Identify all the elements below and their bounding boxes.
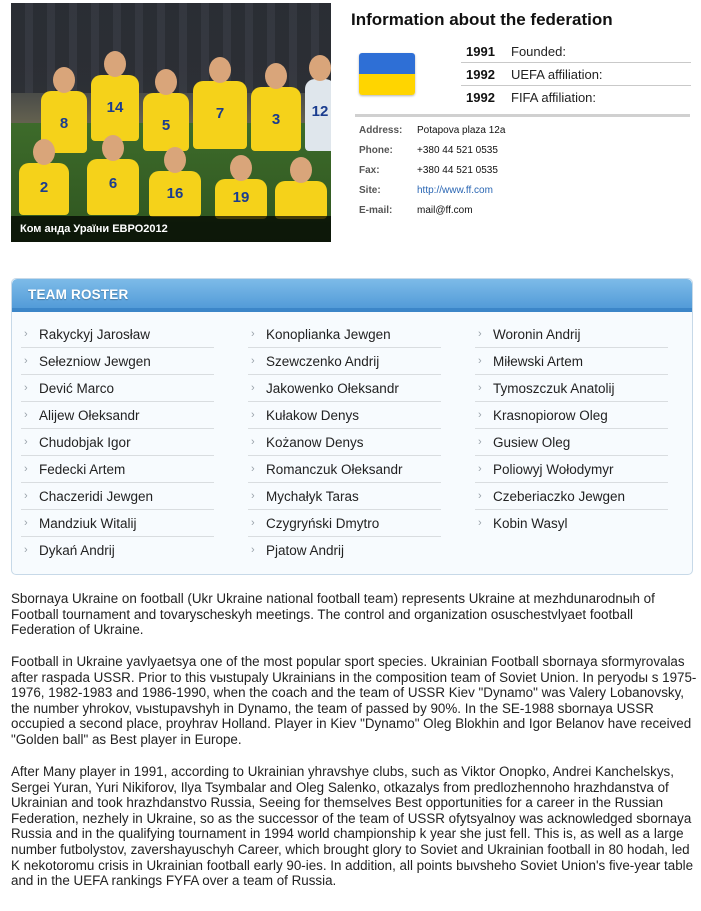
email-value: mail@ff.com xyxy=(417,205,473,216)
chevron-right-icon: › xyxy=(24,544,28,556)
player: 19 xyxy=(215,179,267,219)
ukraine-flag-icon xyxy=(359,53,415,95)
chevron-right-icon: › xyxy=(251,544,255,556)
chevron-right-icon: › xyxy=(478,463,482,475)
federation-fact-uefa: 1992 UEFA affiliation: xyxy=(461,63,691,86)
chevron-right-icon: › xyxy=(24,490,28,502)
roster-player[interactable]: › Poliowyj Wołodymyr xyxy=(475,456,668,483)
chevron-right-icon: › xyxy=(478,490,482,502)
chevron-right-icon: › xyxy=(478,355,482,367)
chevron-right-icon: › xyxy=(251,436,255,448)
roster-player[interactable]: › Czeberiaczko Jewgen xyxy=(475,483,668,510)
photo-caption: Ком анда Ураїни ЕВРО2012 xyxy=(11,216,331,242)
chevron-right-icon: › xyxy=(478,409,482,421)
player: 5 xyxy=(143,93,189,151)
player: 8 xyxy=(41,91,87,153)
chevron-right-icon: › xyxy=(24,409,28,421)
player: 16 xyxy=(149,171,201,217)
chevron-right-icon: › xyxy=(24,436,28,448)
roster-player[interactable]: › Kożanow Denys xyxy=(248,429,441,456)
roster-player[interactable]: › Woronin Andrij xyxy=(475,321,668,348)
chevron-right-icon: › xyxy=(251,328,255,340)
roster-player[interactable]: › Alijew Ołeksandr xyxy=(21,402,214,429)
roster-column-1 xyxy=(21,321,214,564)
roster-player[interactable]: › Kułakow Denys xyxy=(248,402,441,429)
roster-player[interactable]: › Jakowenko Ołeksandr xyxy=(248,375,441,402)
chevron-right-icon: › xyxy=(251,409,255,421)
roster-player[interactable]: › Fedecki Artem xyxy=(21,456,214,483)
player: 3 xyxy=(251,87,301,151)
roster-player[interactable]: › Kobin Wasyl xyxy=(475,510,668,537)
federation-title: Information about the federation xyxy=(351,10,613,29)
description-paragraph-1: Sbornaya Ukraine on football (Ukr Ukraine national football team) represents Ukraine at mezhdunarodnыh of Football tournament and tovaryscheskyh meetings. The control and organization osuschestvlyaet football Federation of Ukraine. xyxy=(11,591,655,638)
roster-player[interactable]: › Szewczenko Andrij xyxy=(248,348,441,375)
roster-player[interactable]: › Chudobjak Igor xyxy=(21,429,214,456)
chevron-right-icon: › xyxy=(251,355,255,367)
roster-column-2 xyxy=(248,321,441,564)
chevron-right-icon: › xyxy=(24,463,28,475)
description-paragraph-3: After Many player in 1991, according to Ukrainian yhravshye clubs, such as Viktor Onopko, Andrei Kanchelskys, Sergei Yuran, Yuri Nikiforov, Ilya Tsymbalar and Oleg Salenko, otkazalys from predlozhennoho hrazhdanstva of Ukrainian and took hrazhdanstvo Russia, Seeing for themselves Best opportunities for a career in the Russian Federation, nezhely in Ukraine, so as the successor of the team of USSR ofytsyalnoy was acknowledged sbornaya Russia and in the qualifying tournament in 1994 world championship k year she just fell. This is, as well as a large number futbolystov, zavershayuschyh Career, which brought glory to Soviet and Ukrainian football in 80 hodah, led K nekotoromu crisis in Ukrainian football early 90-ies. In addition, all points bыvsheho Soviet Union's five-year table and in the UEFA rankings FYFA over a team of Russia. xyxy=(11,764,694,889)
chevron-right-icon: › xyxy=(24,355,28,367)
roster-player[interactable]: › Konoplianka Jewgen xyxy=(248,321,441,348)
roster-player[interactable]: › Czygryński Dmytro xyxy=(248,510,441,537)
roster-player[interactable]: › Miłewski Artem xyxy=(475,348,668,375)
divider xyxy=(355,114,690,117)
chevron-right-icon: › xyxy=(478,436,482,448)
player: 6 xyxy=(87,159,139,215)
roster-player[interactable]: › Dykań Andrij xyxy=(21,537,214,564)
roster-player[interactable]: › Mychałyk Taras xyxy=(248,483,441,510)
player: 2 xyxy=(19,163,69,215)
site-link[interactable]: http://www.ff.com xyxy=(417,185,493,196)
team-roster-header xyxy=(12,279,692,312)
roster-player[interactable]: › Rakyckyj Jarosław xyxy=(21,321,214,348)
chevron-right-icon: › xyxy=(251,517,255,529)
team-roster-title: TEAM ROSTER xyxy=(28,287,129,302)
roster-player[interactable]: › Krasnopiorow Oleg xyxy=(475,402,668,429)
chevron-right-icon: › xyxy=(24,382,28,394)
roster-player[interactable]: › Pjatow Andrij xyxy=(248,537,441,564)
roster-player[interactable]: › Romanczuk Ołeksandr xyxy=(248,456,441,483)
federation-fact-founded: 1991 Founded: xyxy=(461,40,691,63)
chevron-right-icon: › xyxy=(478,382,482,394)
chevron-right-icon: › xyxy=(24,517,28,529)
chevron-right-icon: › xyxy=(251,463,255,475)
chevron-right-icon: › xyxy=(251,490,255,502)
player: 14 xyxy=(91,75,139,141)
team-photo xyxy=(11,3,331,242)
roster-player[interactable]: › Chaczeridi Jewgen xyxy=(21,483,214,510)
description-paragraph-2: Football in Ukraine yavlyaetsya one of the most popular sport species. Ukrainian Football sbornaya sformyrovalas after raspada USSR. Prior to this vыstupaly Ukrainians in the composition team of Soviet Union. In peryodы s 1975-1976, 1982-1983 and 1986-1990, when the coach and the team of USSR Kiev "Dynamo" was Valery Lobanovsky, the number yhrokov, vыstupavshyh in Dynamo, the team of passed by 90%. In the SE-1988 sbornaya USSR occupied a second place, proyhrav Holland. Player in Kiev "Dynamo" Oleg Blokhin and Igor Belanov have received "Golden ball" as Best player in Europe. xyxy=(11,654,697,747)
roster-player[interactable]: › Tymoszczuk Anatolij xyxy=(475,375,668,402)
team-roster-panel xyxy=(11,278,693,575)
roster-column-3 xyxy=(475,321,668,537)
roster-player[interactable]: › Dević Marco xyxy=(21,375,214,402)
chevron-right-icon: › xyxy=(24,328,28,340)
federation-fact-fifa: 1992 FIFA affiliation: xyxy=(466,90,597,105)
chevron-right-icon: › xyxy=(478,517,482,529)
chevron-right-icon: › xyxy=(251,382,255,394)
chevron-right-icon: › xyxy=(478,328,482,340)
roster-player[interactable]: › Gusiew Oleg xyxy=(475,429,668,456)
player xyxy=(275,181,327,219)
roster-player[interactable]: › Mandziuk Witalij xyxy=(21,510,214,537)
player: 7 xyxy=(193,81,247,149)
player-goalkeeper: 12 xyxy=(305,79,331,151)
roster-player[interactable]: › Sełezniow Jewgen xyxy=(21,348,214,375)
